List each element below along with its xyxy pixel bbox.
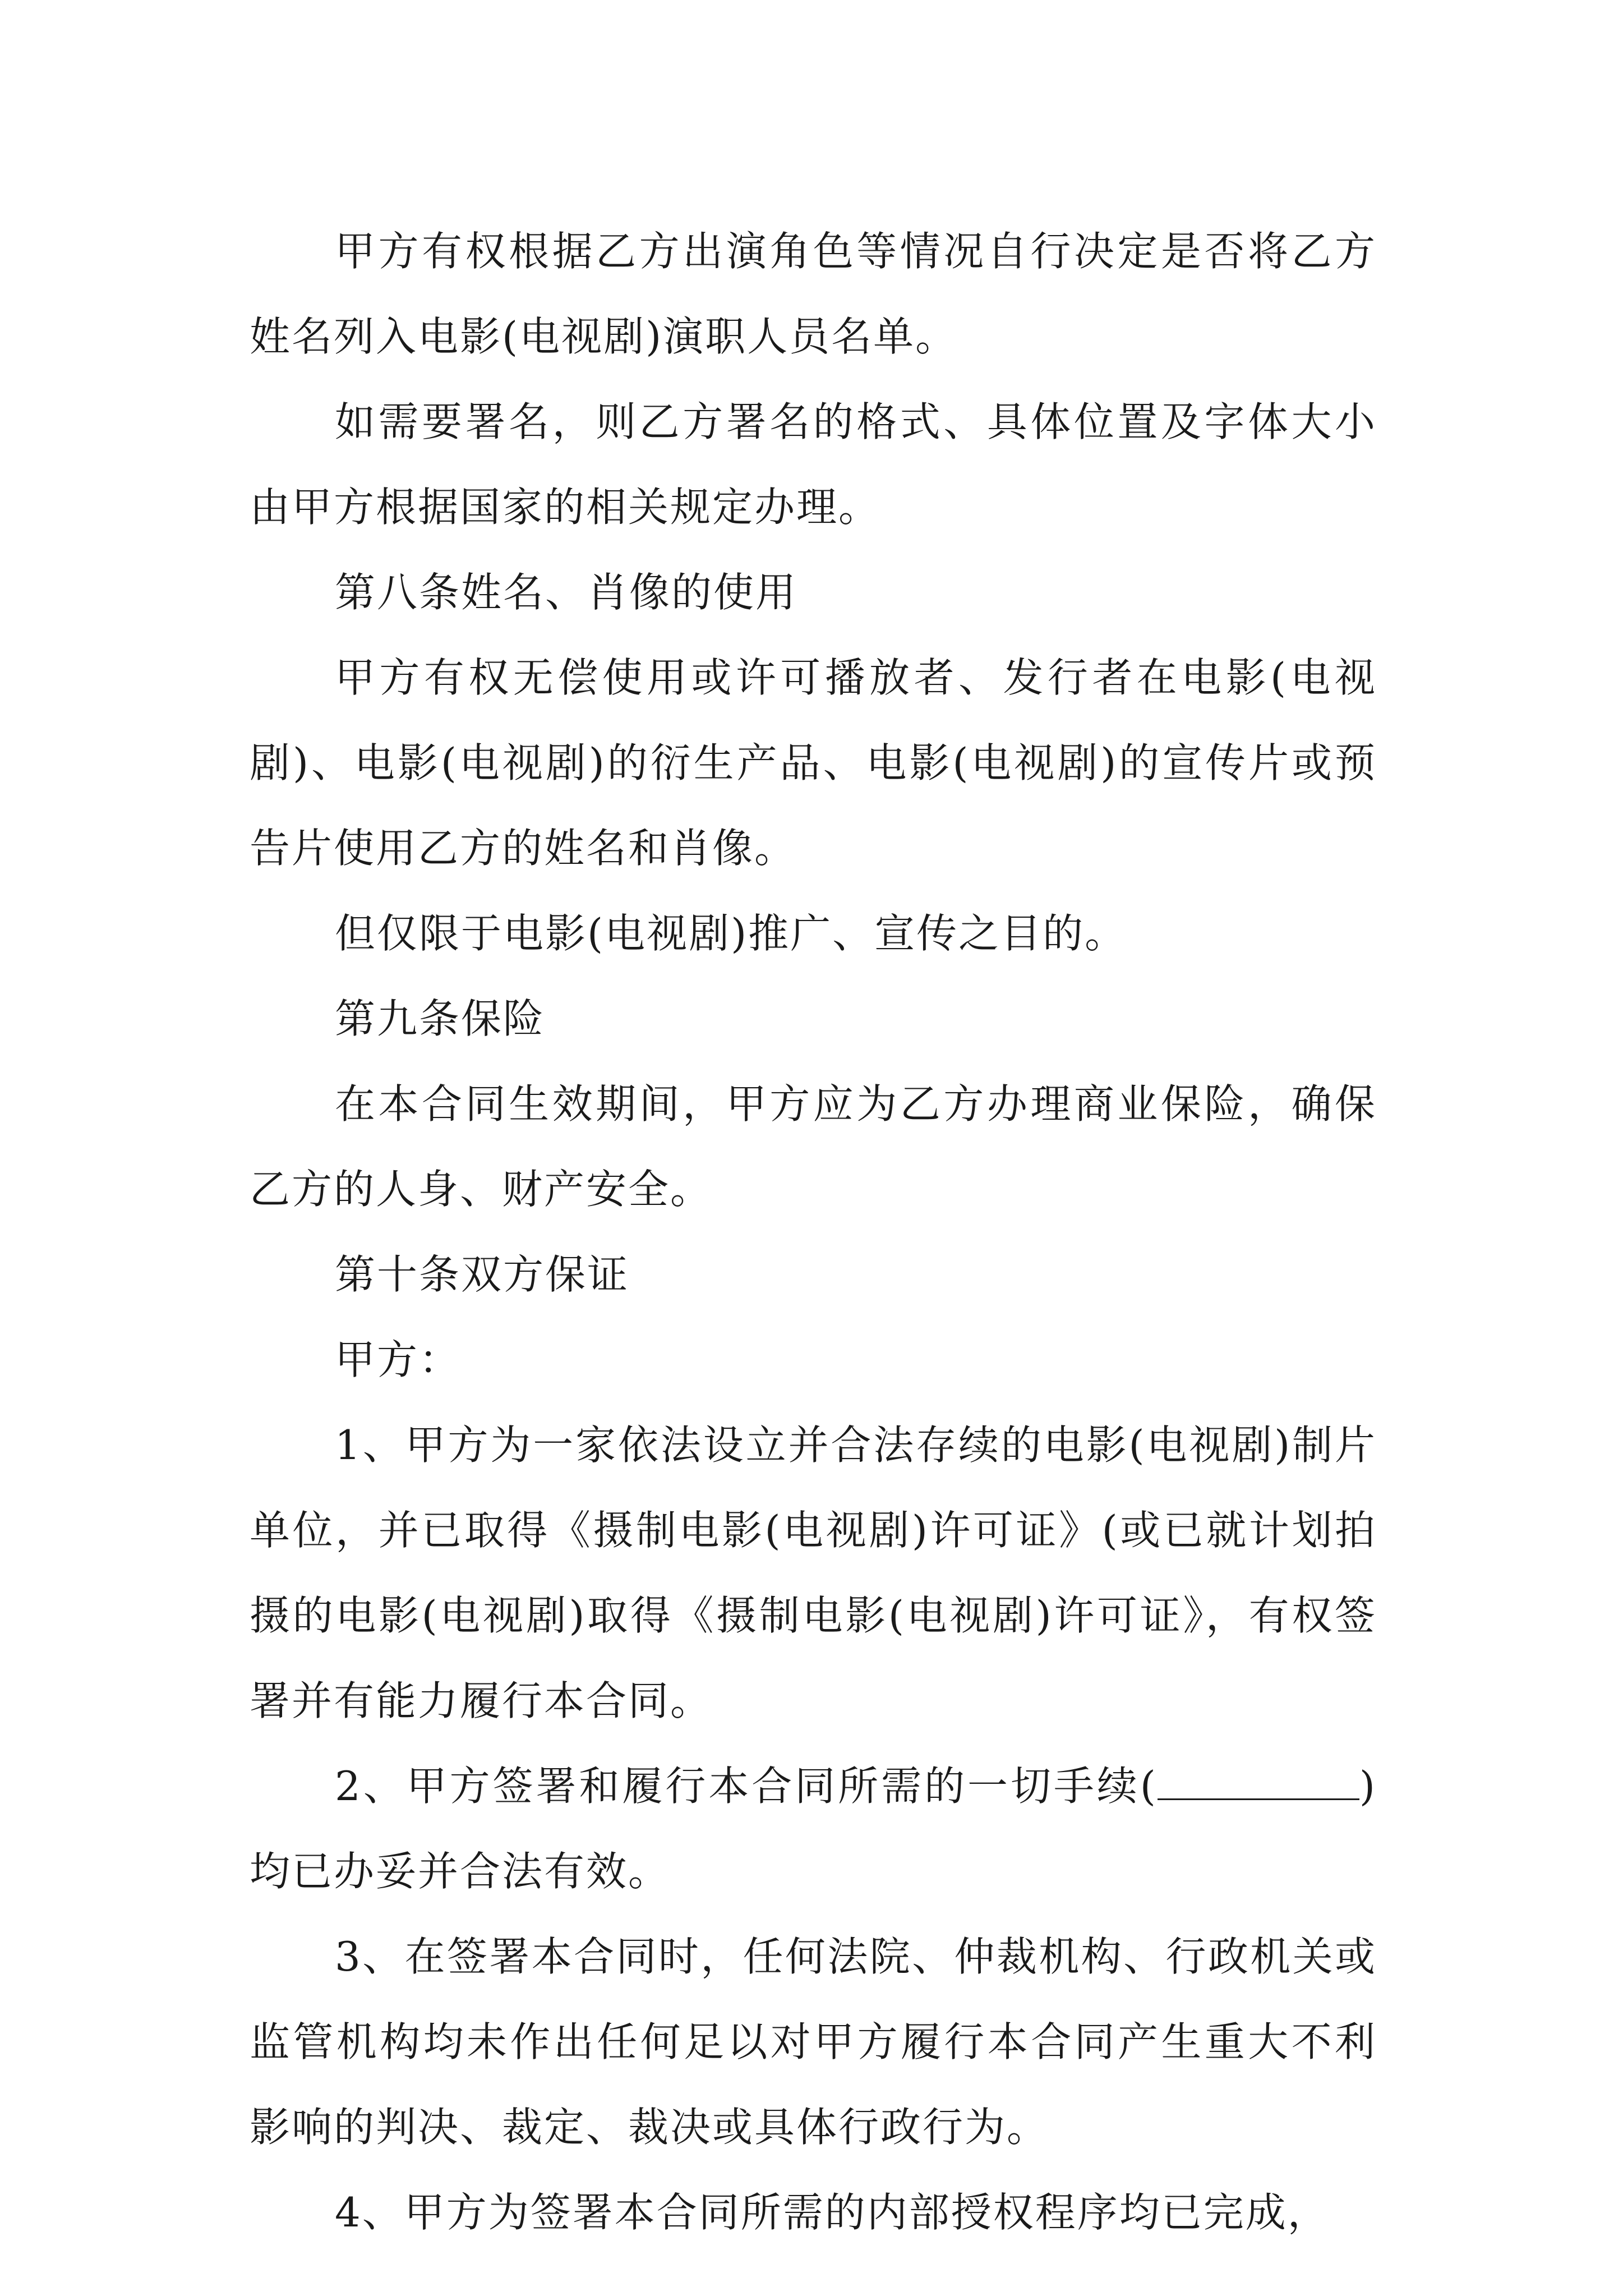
paragraph-signature-format: 如需要署名，则乙方署名的格式、具体位置及字体大小由甲方根据国家的相关规定办理。 [250, 398, 1377, 531]
paragraph-guarantee-1: 1、甲方为一家依法设立并合法存续的电影(电视剧)制片单位，并已取得《摄制电影(电视剧)许可证》(或已就计划拍摄的电影(电视剧)取得《摄制电影(电视剧)许可证》，有权签署并有能力履行本合同。 [250, 1421, 1377, 1724]
guarantee-2-text-before: 2、甲方签署和履行本合同所需的一切手续( [335, 1763, 1158, 1810]
paragraph-insurance: 在本合同生效期间，甲方应为乙方办理商业保险，确保乙方的人身、财产安全。 [250, 1080, 1377, 1213]
paragraph-guarantee-2 [250, 1743, 1377, 1914]
paragraph-promotion-limit: 但仅限于电影(电视剧)推广、宣传之目的。 [335, 910, 1127, 957]
paragraph-name-credit: 甲方有权根据乙方出演角色等情况自行决定是否将乙方姓名列入电影(电视剧)演职人员名单。 [250, 228, 1377, 360]
guarantee-2-text-after: )均已办妥并合法有效。 [250, 1763, 1377, 1895]
document-body [250, 209, 1377, 2255]
heading-article-9: 第九条保险 [335, 995, 546, 1042]
heading-article-10: 第十条双方保证 [335, 1251, 630, 1298]
paragraph-guarantee-3: 3、在签署本合同时，任何法院、仲裁机构、行政机关或监管机构均未作出任何足以对甲方履行本合同产生重大不利影响的判决、裁定、裁决或具体行政行为。 [250, 1933, 1377, 2151]
paragraph-name-portrait-use: 甲方有权无偿使用或许可播放者、发行者在电影(电视剧)、电影(电视剧)的衍生产品、电影(电视剧)的宣传片或预告片使用乙方的姓名和肖像。 [250, 654, 1377, 872]
paragraph-guarantee-4: 4、甲方为签署本合同所需的内部授权程序均已完成， [335, 2189, 1330, 2236]
fill-in-blank [1158, 1765, 1359, 1800]
heading-article-8: 第八条姓名、肖像的使用 [335, 569, 798, 616]
heading-party-a: 甲方： [335, 1336, 462, 1383]
